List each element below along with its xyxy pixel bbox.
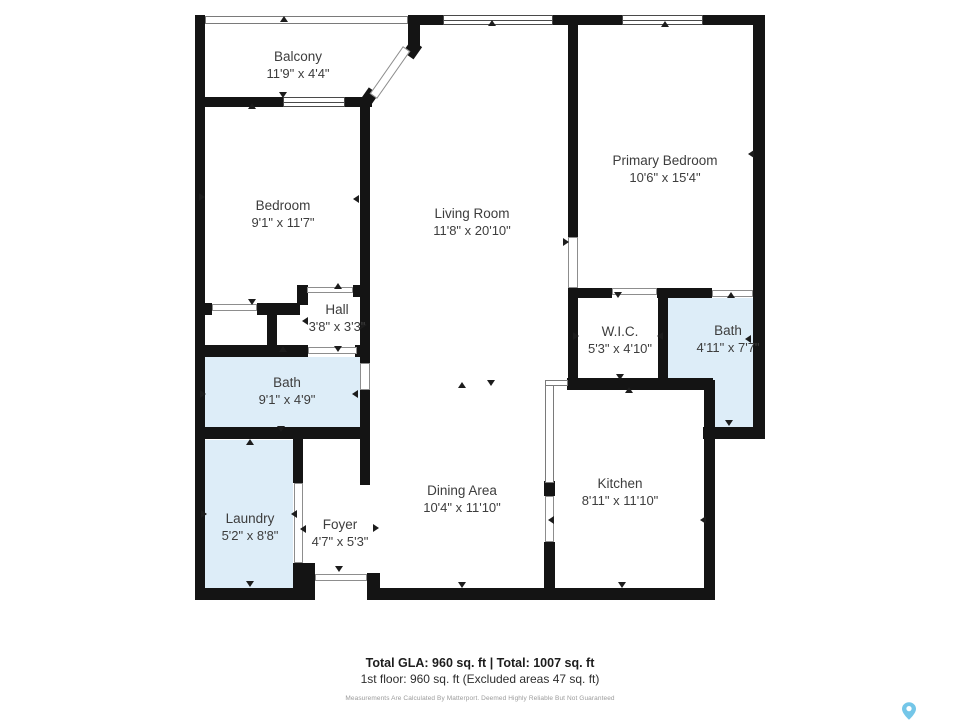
room-dimensions: 10'4" x 11'10" (423, 500, 501, 515)
room-dimensions: 4'7" x 5'3" (311, 534, 369, 549)
dimension-marker (201, 510, 207, 518)
room-name: Hall (325, 302, 349, 317)
dimension-marker (487, 380, 495, 386)
wall-segment (293, 437, 303, 483)
dimension-marker (563, 238, 569, 246)
window (443, 15, 553, 25)
room-name: W.I.C. (601, 324, 639, 339)
first-floor-area-line: 1st floor: 960 sq. ft (Excluded areas 47 sq. ft) (360, 672, 600, 686)
dimension-marker (248, 299, 256, 305)
room-name: Dining Area (427, 483, 497, 498)
dimension-marker (352, 390, 358, 398)
door-opening (568, 237, 578, 288)
dimension-marker (548, 516, 554, 524)
dimension-marker (246, 439, 254, 445)
balcony-sliding-door (370, 46, 411, 99)
room-label (433, 205, 511, 239)
dimension-marker (279, 346, 287, 352)
wall-segment (568, 23, 578, 237)
dimension-marker (618, 582, 626, 588)
disclaimer-text: Measurements Are Calculated By Matterport. Deemed Highly Reliable But Not Guaranteed (345, 695, 615, 702)
room-name: Bath (273, 375, 301, 390)
wall-segment (355, 345, 370, 357)
wall-segment (195, 303, 212, 315)
room-name: Kitchen (597, 476, 643, 491)
dimension-marker (246, 581, 254, 587)
room-dimensions: 10'6" x 15'4" (629, 170, 701, 185)
room-dimensions: 5'2" x 8'8" (221, 528, 279, 543)
dimension-marker (277, 426, 285, 432)
dimension-marker (661, 21, 669, 27)
door-opening (212, 304, 257, 311)
room-label (696, 322, 759, 356)
dimension-marker (488, 20, 496, 26)
wall-segment (753, 15, 765, 439)
kitchen-counter (545, 385, 554, 483)
room-dimensions: 8'11" x 11'10" (581, 493, 659, 508)
room-label (222, 510, 279, 544)
dimension-marker (573, 332, 579, 340)
room-name: Balcony (273, 49, 323, 64)
dimension-marker (334, 346, 342, 352)
wall-segment (568, 288, 612, 298)
room-label (259, 374, 316, 408)
room-dimensions: 5'3" x 4'10" (587, 341, 653, 356)
dimension-marker (300, 525, 306, 533)
dimension-marker (748, 150, 754, 158)
wall-segment (553, 15, 622, 25)
room-dimensions: 11'9" x 4'4" (266, 66, 330, 81)
room-name: Bath (714, 323, 742, 338)
door-opening (315, 574, 367, 581)
room-highlight-fill (715, 380, 753, 427)
room-dimensions: 11'8" x 20'10" (433, 223, 511, 238)
room-label (582, 475, 659, 509)
dimension-marker (657, 332, 663, 340)
dimension-marker (335, 566, 343, 572)
matterport-pin-icon (902, 702, 916, 720)
room-name: Primary Bedroom (612, 153, 718, 168)
dimension-marker (458, 582, 466, 588)
wall-segment (195, 97, 283, 107)
room-name: Bedroom (255, 198, 311, 213)
room-dimensions: 3'8" x 3'3" (308, 319, 366, 334)
dimension-marker (614, 292, 622, 298)
wall-segment (267, 315, 277, 345)
dimension-marker (725, 420, 733, 426)
wall-segment (353, 285, 367, 297)
total-area-line: Total GLA: 960 sq. ft | Total: 1007 sq. ft (365, 656, 595, 670)
wall-segment (703, 427, 765, 439)
wall-segment (544, 542, 555, 588)
wall-segment (195, 588, 303, 600)
dimension-marker (625, 387, 633, 393)
room-label (612, 152, 717, 186)
dimension-marker (458, 382, 466, 388)
door-opening (307, 287, 353, 293)
room-label (423, 482, 501, 516)
dimension-marker (334, 283, 342, 289)
room-name: Foyer (322, 517, 358, 532)
plan-summary (0, 656, 960, 702)
window (283, 97, 345, 107)
door-opening (360, 363, 370, 390)
dimension-marker (279, 92, 287, 98)
room-dimensions: 9'1" x 4'9" (258, 392, 316, 407)
dimension-marker (200, 390, 206, 398)
room-dimensions: 9'1" x 11'7" (251, 215, 315, 230)
dimension-marker (353, 195, 359, 203)
door-opening (294, 483, 303, 563)
wall-segment (567, 378, 713, 390)
dimension-marker (700, 516, 706, 524)
room-name: Laundry (225, 511, 275, 526)
wall-segment (704, 380, 715, 600)
wall-segment (257, 303, 300, 315)
room-label (251, 197, 314, 231)
dimension-marker (291, 510, 297, 518)
dimension-marker (280, 16, 288, 22)
door-opening (308, 347, 357, 354)
balcony-railing (205, 16, 408, 24)
room-name: Living Room (434, 206, 510, 221)
room-label (588, 323, 652, 357)
room-label (266, 48, 329, 82)
dimension-marker (302, 317, 308, 325)
dimension-marker (199, 193, 205, 201)
dimension-marker (248, 103, 256, 109)
wall-segment (195, 345, 308, 357)
room-label (312, 516, 369, 550)
room-label (309, 301, 366, 335)
room-dimensions: 4'11" x 7'7" (696, 340, 760, 355)
dimension-marker (616, 374, 624, 380)
dimension-marker (727, 292, 735, 298)
wall-segment (544, 481, 555, 496)
wall-segment (378, 588, 713, 600)
dimension-marker (373, 524, 379, 532)
